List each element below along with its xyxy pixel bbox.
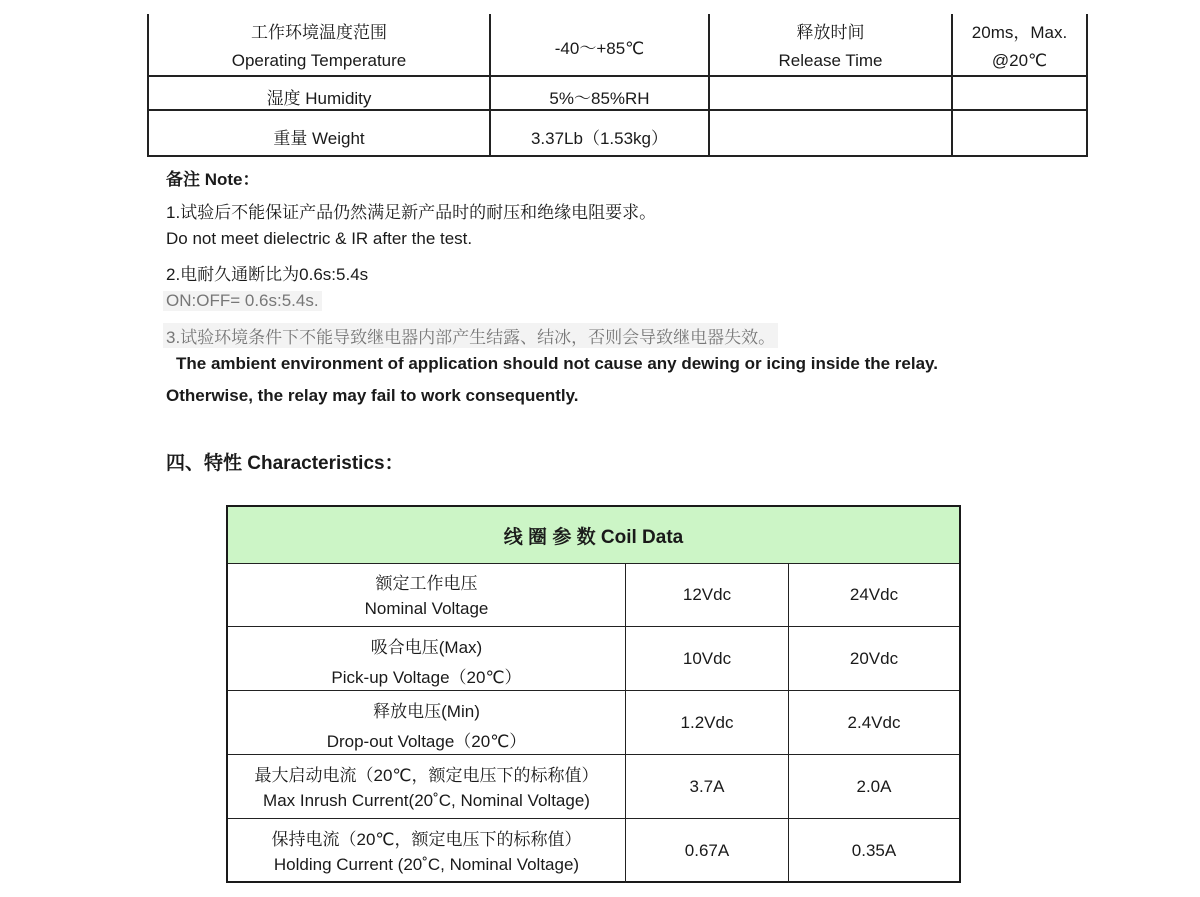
release-time-label-en: Release Time <box>778 51 883 70</box>
note-3-cn: 3.试验环境条件下不能导致继电器内部产生结露、结冰，否则会导致继电器失效。 <box>163 323 778 348</box>
release-time-label-cn: 释放时间 <box>796 23 865 42</box>
weight-value: 3.37Lb（1.53kg） <box>530 129 669 148</box>
parameter-label-cn: 额定工作电压 <box>375 574 478 593</box>
parameter-label-cn: 最大启动电流（20℃，额定电压下的标称值） <box>254 766 599 785</box>
parameter-label-cn: 吸合电压(Max) <box>370 638 483 657</box>
value-12v-cell: 0.67A <box>626 819 789 883</box>
value-24v-cell: 0.35A <box>851 841 897 860</box>
note-1-cn: 1.试验后不能保证产品仍然满足新产品时的耐压和绝缘电阻要求。 <box>166 203 657 222</box>
value-24v-cell: 20Vdc <box>849 648 899 668</box>
value-24v-cell: 24Vdc <box>849 584 899 604</box>
coil-data-table <box>226 505 961 883</box>
section-title: 四、特性 Characteristics： <box>166 453 404 474</box>
value-24v-cell: 2.4Vdc <box>847 712 901 732</box>
parameter-label-cell <box>228 563 626 626</box>
parameter-label-en: Holding Current (20˚C, Nominal Voltage) <box>273 855 580 874</box>
coil-table-header: 线 圈 参 数 Coil Data <box>228 507 959 564</box>
row-divider <box>147 75 1088 77</box>
operating-temperature-label-en: Operating Temperature <box>231 51 407 70</box>
parameter-label-en: Drop-out Voltage（20℃） <box>326 732 527 751</box>
humidity-value: 5%～85%RH <box>549 89 650 108</box>
humidity-label: 湿度 Humidity <box>266 89 372 108</box>
parameter-label-cell <box>228 627 626 690</box>
parameter-label-en: Nominal Voltage <box>364 599 489 618</box>
parameter-label-en: Pick-up Voltage（20℃） <box>331 668 522 687</box>
table-row <box>228 627 959 691</box>
release-time-condition: @20℃ <box>991 51 1048 70</box>
release-time-value: 20ms，Max. <box>971 23 1068 42</box>
table-row <box>228 563 959 627</box>
parameter-label-cn: 保持电流（20℃，额定电压下的标称值） <box>271 830 582 849</box>
notes-heading: 备注 Note： <box>166 170 260 189</box>
operating-temperature-label-cn: 工作环境温度范围 <box>251 23 387 42</box>
value-12v-cell: 1.2Vdc <box>626 691 789 754</box>
note-1-en: Do not meet dielectric & IR after the test. <box>166 229 473 248</box>
spec-table <box>147 14 1088 157</box>
parameter-label-cell <box>228 691 626 754</box>
note-3-en-line2: Otherwise, the relay may fail to work consequently. <box>166 386 579 405</box>
note-2-cn: 2.电耐久通断比为0.6s:5.4s <box>166 265 369 284</box>
parameter-label-cell <box>228 819 626 883</box>
table-row <box>228 755 959 819</box>
value-24v-cell: 2.0A <box>856 776 892 796</box>
value-12v-cell: 12Vdc <box>626 563 789 626</box>
table-border-right <box>1086 14 1088 157</box>
operating-temperature-value: -40～+85℃ <box>554 39 645 58</box>
value-12v-cell: 10Vdc <box>626 627 789 690</box>
value-12v-cell: 3.7A <box>626 755 789 818</box>
table-row <box>228 819 959 883</box>
table-border-bottom <box>147 155 1088 157</box>
note-2-en: ON:OFF= 0.6s:5.4s. <box>163 291 322 311</box>
parameter-label-en: Max Inrush Current(20˚C, Nominal Voltage) <box>263 791 590 810</box>
weight-label: 重量 Weight <box>273 129 365 148</box>
table-row <box>228 691 959 755</box>
parameter-label-cn: 释放电压(Min) <box>373 702 480 721</box>
note-3-en-line1: The ambient environment of application should not cause any dewing or icing inside the relay. <box>176 354 938 373</box>
row-divider <box>147 109 1088 111</box>
parameter-label-cell <box>228 755 626 818</box>
